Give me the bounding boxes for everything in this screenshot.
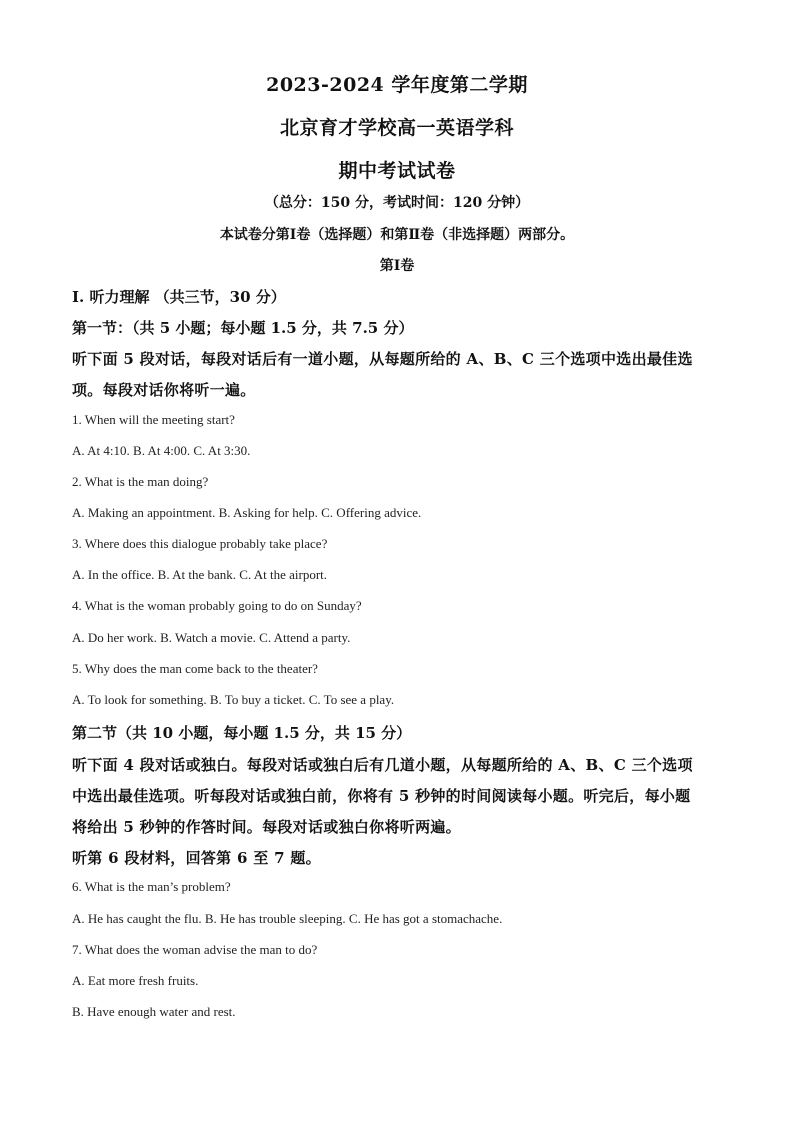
question-stem: 5. Why does the man come back to the theater? xyxy=(72,661,318,676)
question-option: A. Eat more fresh fruits. xyxy=(72,973,199,988)
year-term-title: 2023-2024 学年度第二学期 xyxy=(266,74,528,96)
volume-label: 第Ⅰ卷 xyxy=(379,258,415,274)
score-time-note: （总分：150 分，考试时间：120 分钟） xyxy=(264,195,530,211)
question-option: B. Have enough water and rest. xyxy=(72,1004,236,1019)
question-stem: 1. When will the meeting start? xyxy=(72,412,235,427)
question-options: A. Making an appointment. B. Asking for help. C. Offering advice. xyxy=(72,505,422,520)
part2-instruction-line: 将给出 5 秒钟的作答时间。每段对话或独白你将听两遍。 xyxy=(72,818,461,836)
question-stem: 3. Where does this dialogue probably take place? xyxy=(72,536,328,551)
part2-instruction-line: 中选出最佳选项。听每段对话或独白前，你将有 5 秒钟的时间阅读每小题。听完后，每小题 xyxy=(72,787,691,805)
question-options: A. He has caught the flu. B. He has trouble sleeping. C. He has got a stomachache. xyxy=(72,911,503,926)
question-options: A. At 4:10. B. At 4:00. C. At 3:30. xyxy=(72,443,251,458)
question-stem: 6. What is the man’s problem? xyxy=(72,879,231,894)
part2-instruction-line: 听下面 4 段对话或独白。每段对话或独白后有几道小题，从每题所给的 A、B、C 三个选项 xyxy=(72,756,693,774)
question-options: A. Do her work. B. Watch a movie. C. Attend a party. xyxy=(72,630,351,645)
section-heading: Ⅰ. 听力理解 （共三节，30 分） xyxy=(72,288,286,306)
question-stem: 2. What is the man doing? xyxy=(72,474,209,489)
question-options: A. To look for something. B. To buy a ticket. C. To see a play. xyxy=(72,692,395,707)
exam-name-title: 期中考试试卷 xyxy=(338,160,456,182)
structure-note: 本试卷分第Ⅰ卷（选择题）和第Ⅱ卷（非选择题）两部分。 xyxy=(219,227,575,243)
part1-heading: 第一节：（共 5 小题；每小题 1.5 分，共 7.5 分） xyxy=(72,319,414,337)
school-subject-title: 北京育才学校高一英语学科 xyxy=(279,117,514,139)
question-options: A. In the office. B. At the bank. C. At the airport. xyxy=(72,567,328,582)
question-stem: 7. What does the woman advise the man to do? xyxy=(72,942,318,957)
part1-instruction-line: 听下面 5 段对话，每段对话后有一道小题，从每题所给的 A、B、C 三个选项中选出最佳选 xyxy=(72,350,693,368)
material-note: 听第 6 段材料，回答第 6 至 7 题。 xyxy=(72,849,321,867)
question-stem: 4. What is the woman probably going to do on Sunday? xyxy=(72,598,362,613)
part1-instruction-line: 项。每段对话你将听一遍。 xyxy=(72,381,256,399)
part2-heading: 第二节（共 10 小题，每小题 1.5 分，共 15 分） xyxy=(72,724,412,742)
